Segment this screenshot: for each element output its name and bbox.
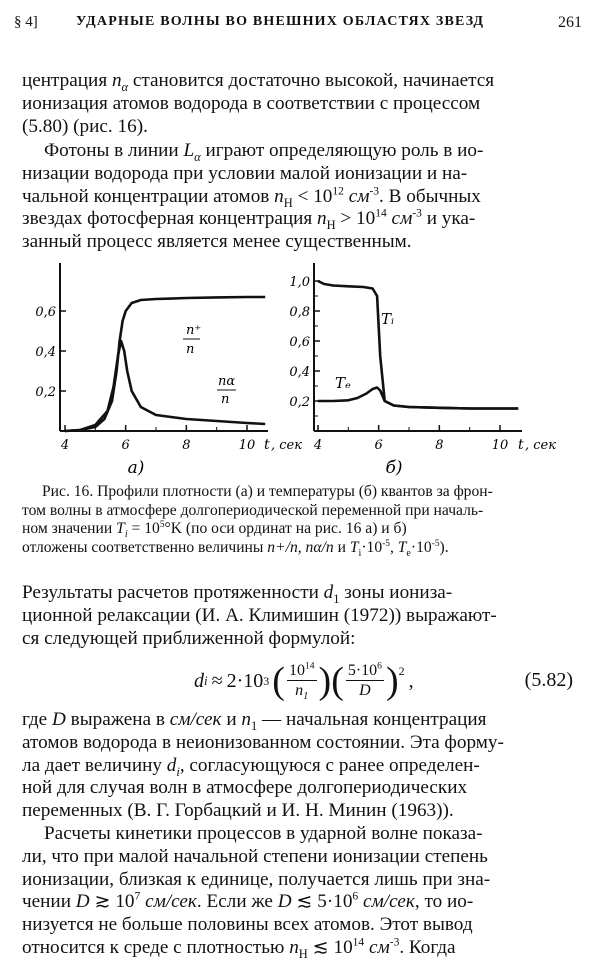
series-line-nn bbox=[65, 341, 265, 431]
series-line-nn bbox=[65, 297, 265, 431]
y-tick-label: 0,2 bbox=[289, 395, 310, 410]
text-line: занный процесс является менее существенным. bbox=[22, 231, 412, 253]
x-tick-label: 8 bbox=[435, 438, 444, 453]
text-line: атомов водорода в неионизованном состоянии. Эта форму- bbox=[22, 731, 504, 753]
running-header bbox=[14, 14, 582, 38]
fraction-1: $\frac{10^{14}}{n_1}$ bbox=[288, 660, 315, 702]
x-axis-unit: , сек bbox=[525, 438, 557, 453]
y-tick-label: 0,6 bbox=[35, 305, 56, 320]
text-line: ла дает величину $d_i$, согласующуюся с ранее определен- bbox=[22, 754, 480, 779]
text-line: чальной концентрации атомов $n_H < 10^{12}$ $см^{-3}$. В обычных bbox=[22, 185, 481, 210]
text-line: низации водорода при условии малой ионизации и на- bbox=[22, 162, 468, 184]
caption-line: ном значении $T_i = 10^5^\circ K$ (по оси ординат на рис. 16 а) и б) bbox=[22, 519, 407, 541]
y-tick-label: 0,4 bbox=[35, 345, 56, 360]
series-label-nplus-num: n⁺ bbox=[186, 323, 202, 338]
y-tick-label: 0,8 bbox=[289, 305, 310, 320]
figure-panel-a bbox=[35, 263, 302, 478]
text-line: ционной релаксации (И. А. Климишин (1972)) выражают- bbox=[22, 604, 497, 626]
text-line: звездах фотосферная концентрация $n_H > 10^{14}$ $см^{-3}$ и ука- bbox=[22, 208, 476, 233]
panel-label: а) bbox=[127, 458, 145, 478]
figure-panel-b bbox=[289, 263, 556, 478]
formula-5-82 bbox=[22, 655, 573, 707]
y-tick-label: 0,2 bbox=[35, 385, 56, 400]
text-line: ионизация атомов водорода в соответствии с процессом bbox=[22, 92, 481, 114]
text-line: Результаты расчетов протяженности $d_1$ зоны иониза- bbox=[22, 582, 453, 606]
paragraph-1 bbox=[22, 70, 573, 138]
text-line: ся следующей приближенной формулой: bbox=[22, 627, 356, 649]
x-tick-label: 6 bbox=[121, 438, 130, 453]
x-tick-label: 8 bbox=[182, 438, 191, 453]
series-label-te: Tₑ bbox=[335, 374, 351, 392]
x-tick-label: 4 bbox=[60, 438, 70, 453]
panel-label: б) bbox=[385, 458, 403, 478]
x-axis-var: t bbox=[518, 437, 524, 453]
text-line: низуется не больше половины всех атомов. Этот вывод bbox=[22, 914, 473, 936]
caption-line: том волны в атмосфере долгопериодической переменной при началь- bbox=[22, 501, 484, 519]
text-line: ионизации, близкая к единице, получается лишь при зна- bbox=[22, 868, 491, 890]
paragraph-5 bbox=[22, 823, 573, 960]
x-tick-label: 6 bbox=[374, 438, 383, 453]
figure-16 bbox=[0, 255, 600, 480]
x-tick-label: 10 bbox=[491, 438, 509, 453]
x-tick-label: 10 bbox=[238, 438, 256, 453]
running-title: УДАРНЫЕ ВОЛНЫ ВО ВНЕШНИХ ОБЛАСТЯХ ЗВЕЗД bbox=[76, 14, 485, 29]
text-line: Фотоны в линии $L_\alpha$ играют определяющую роль в ио- bbox=[44, 140, 484, 164]
y-tick-label: 0,4 bbox=[289, 365, 310, 380]
text-line: переменных (В. Г. Горбацкий и И. Н. Минин (1963)). bbox=[22, 800, 454, 822]
section-marker: § 4] bbox=[14, 14, 38, 30]
caption-line: отложены соответственно величины n+/n, nα/n и $T_i\cdot 10^{-5}$, $T_e\cdot 10^{-5}$). bbox=[22, 538, 449, 559]
series-label-nalpha-den: n bbox=[221, 392, 230, 407]
text-line: относится к среде с плотностью $n_H$ ≲ $10^{14}$ $см^{-3}$. Когда bbox=[22, 936, 456, 961]
equation-number: (5.82) bbox=[524, 669, 573, 691]
x-tick-label: 4 bbox=[313, 438, 323, 453]
text-line: ной для случая волн в атмосфере долгопериодических bbox=[22, 777, 468, 799]
paragraph-3 bbox=[22, 582, 573, 650]
fraction-2: $\frac{5\cdot 10^6}{D}$ bbox=[347, 660, 382, 699]
x-axis-unit: , сек bbox=[271, 438, 303, 453]
caption-line: Рис. 16. Профили плотности (а) и температуры (б) квантов за фрон- bbox=[42, 483, 493, 500]
text-line: чении D ≳ $10^7$ см/сек. Если же D ≲ $5\cdot 10^6$ см/сек, то ио- bbox=[22, 891, 474, 913]
text-line: где D выражена в см/сек и $n_1$ — начальная концентрация bbox=[22, 709, 487, 733]
figure-caption bbox=[22, 483, 573, 557]
paragraph-4 bbox=[22, 709, 573, 823]
series-label-nplus-den: n bbox=[186, 342, 195, 357]
text-line: центрация $n_\alpha$ становится достаточно высокой, начинается bbox=[22, 70, 495, 94]
text-line: ли, что при малой начальной степени ионизации степень bbox=[22, 845, 488, 867]
series-label-ti: Tᵢ bbox=[381, 310, 395, 328]
formula-body: d i ≈ 2·10 3 ( $\frac{10^{14}}{n_1}$ ) ( $\frac{5\cdot 10^6}{D}$ ) $^2$ , bbox=[194, 660, 414, 702]
paragraph-2 bbox=[22, 140, 573, 254]
y-tick-label: 0,6 bbox=[289, 335, 310, 350]
text-line: (5.80) (рис. 16). bbox=[22, 115, 148, 137]
series-label-nalpha-num: nα bbox=[218, 374, 236, 389]
x-axis-var: t bbox=[264, 437, 270, 453]
y-tick-label: 1,0 bbox=[289, 275, 310, 290]
text-line: Расчеты кинетики процессов в ударной волне показа- bbox=[44, 823, 483, 844]
page-number: 261 bbox=[558, 14, 582, 31]
